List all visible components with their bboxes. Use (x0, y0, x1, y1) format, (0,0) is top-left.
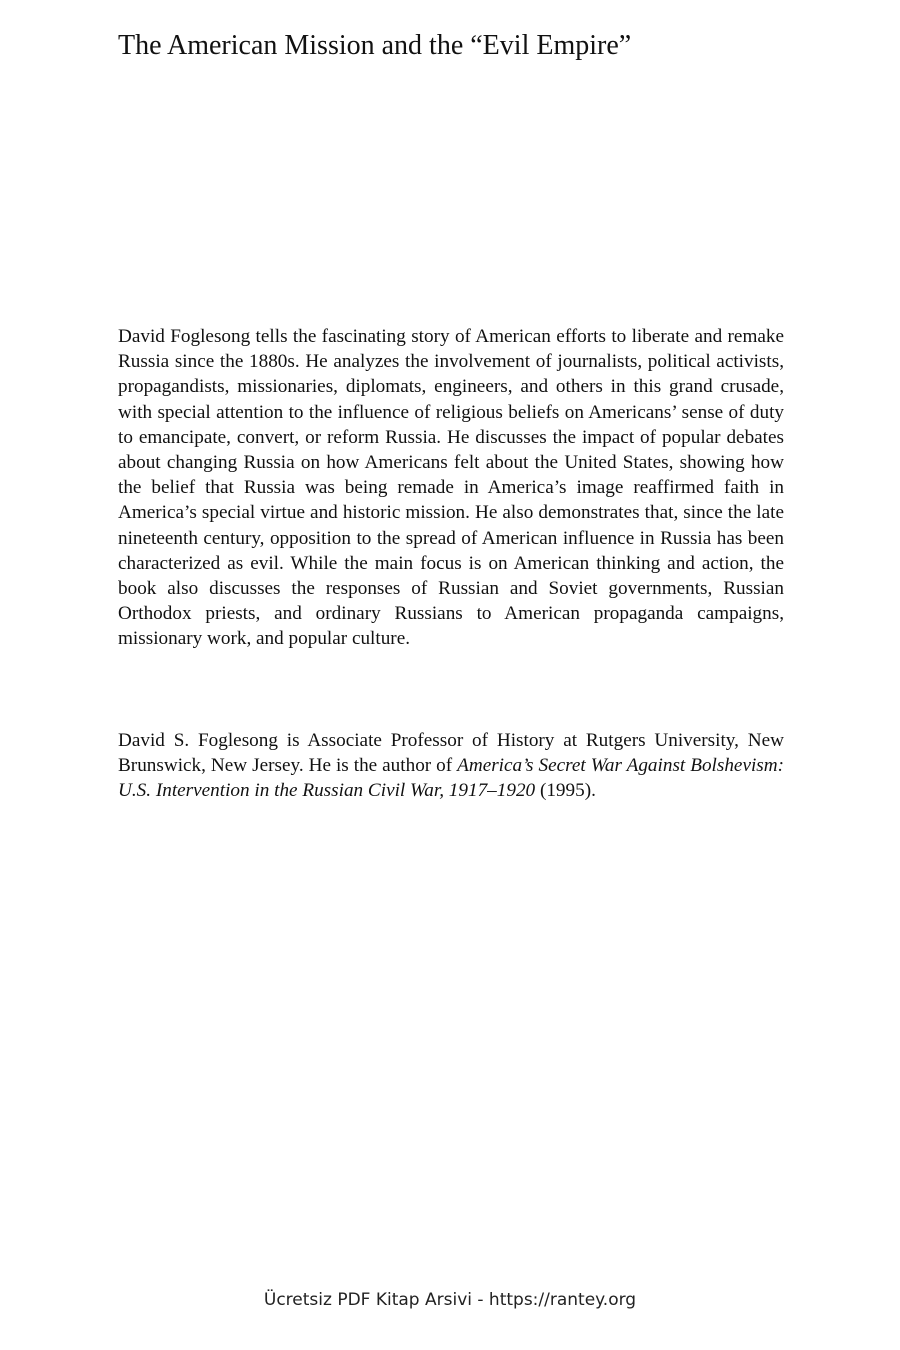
page-title: The American Mission and the “Evil Empire” (118, 30, 632, 61)
book-description: David Foglesong tells the fascinating story of American efforts to liberate and remake Russia since the 1880s. He analyzes the involvement of journalists, political activists, propagandists, missionaries, diplomats, engineers, and others in this grand crusade, with special attention to the influence of religious beliefs on Americans’ sense of duty to emancipate, convert, or reform Russia. He discusses the impact of popular debates about changing Russia on how Americans felt about the United States, showing how the belief that Russia was being remade in America’s image reaffirmed faith in America’s special virtue and historic mission. He also demonstrates that, since the late nineteenth century, opposition to the spread of American influence in Russia has been characterized as evil. While the main focus is on American thinking and action, the book also discusses the responses of Russian and Soviet governments, Russian Orthodox priests, and ordinary Russians to American propaganda campaigns, missionary work, and popular culture. (118, 326, 784, 650)
author-bio-tail: (1995). (535, 780, 596, 802)
author-bio-lead: David S. Foglesong is Associate Professor of History at Rutgers University, New Brunswick, New Jersey. He is the author of (118, 730, 784, 777)
footer-watermark: Ücretsiz PDF Kitap Arsivi - https://rantey.org (263, 1290, 637, 1310)
author-bio (118, 728, 784, 804)
author-book-title: America’s Secret War Against Bolshevism: U.S. Intervention in the Russian Civil War, 1917–1920 (118, 755, 785, 802)
